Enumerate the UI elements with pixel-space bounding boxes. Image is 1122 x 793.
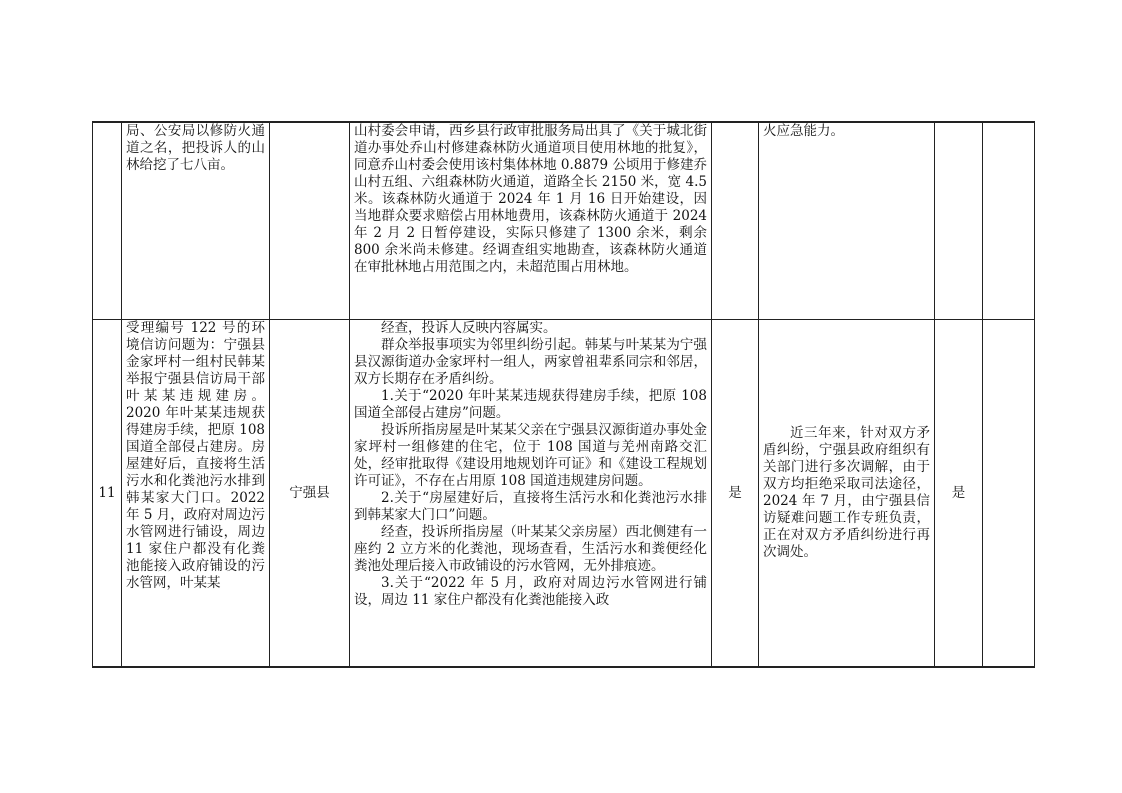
finding-paragraph: 群众举报事项实为邻里纠纷引起。韩某与叶某某为宁强县汉源街道办金家坪村一组人，两家曾祖辈系同宗和邻居，双方长期存在矛盾纠纷。 — [354, 337, 707, 387]
index-cell — [93, 122, 122, 320]
handling-cell — [759, 320, 935, 668]
verified-cell: 是 — [712, 320, 759, 668]
index-cell: 11 — [93, 320, 122, 668]
finding-cell: 山村委会申请，西乡县行政审批服务局出具了《关于城北街道办事处乔山村修建森林防火通道项目使用林地的批复》，同意乔山村委会使用该村集体林地 0.8879 公顷用于修建乔山村五组、六组森林防火通道，道路全长 2150 米，宽 4.5 米。该森林防火通道于 2024 年 1 月 16 日开始建设，因当地群众要求赔偿占用林地费用，该森林防火通道于 2024 年 2 月 2 日暂停建设，实际只修建了 1300 余米，剩余 800 余米尚未修建。经调查组实地勘查，该森林防火通道在审批林地占用范围之内，未超范围占用林地。 — [350, 122, 712, 320]
case-table — [92, 121, 1035, 668]
table-row — [93, 122, 1035, 320]
issue-cell: 受理编号 122 号的环境信访问题为：宁强县金家坪村一组村民韩某举报宁强县信访局干部叶某某违规建房。2020 年叶某某违规获得建房手续，把原 108 国道全部侵占建房。房屋建好后，直接将生活污水和化粪池污水排到韩某家大门口。2022 年 5 月，政府对周边污水管网进行铺设，周边 11 家住户都没有化粪池能接入政府铺设的污水管网，叶某某 — [122, 320, 270, 668]
extra-cell — [983, 122, 1035, 320]
table-row — [93, 320, 1035, 668]
handling-text: 近三年来，针对双方矛盾纠纷，宁强县政府组织有关部门进行多次调解，由于双方均拒绝采取司法途径，2024 年 7 月，由宁强县信访疑难问题工作专班负责，正在对双方矛盾纠纷进行再次调处。 — [763, 425, 930, 560]
finding-paragraph: 投诉所指房屋是叶某某父亲在宁强县汉源街道办事处金家坪村一组修建的住宅，位于 108 国道与羌州南路交汇处，经审批取得《建设用地规划许可证》和《建设工程规划许可证》，不存在占用原 108 国道违规建房问题。 — [354, 422, 707, 489]
finding-paragraph: 经查，投诉所指房屋（叶某某父亲房屋）西北侧建有一座约 2 立方米的化粪池，现场查看，生活污水和粪便经化粪池处理后接入市政铺设的污水管网，无外排痕迹。 — [354, 524, 707, 574]
finding-paragraph: 1.关于“2020 年叶某某违规获得建房手续，把原 108 国道全部侵占建房”问题。 — [354, 388, 707, 421]
closed-cell — [935, 122, 983, 320]
finding-paragraph: 2.关于“房屋建好后，直接将生活污水和化粪池污水排到韩某家大门口”问题。 — [354, 490, 707, 523]
handling-cell: 火应急能力。 — [759, 122, 935, 320]
verified-cell — [712, 122, 759, 320]
closed-cell: 是 — [935, 320, 983, 668]
region-cell — [270, 122, 350, 320]
region-cell: 宁强县 — [270, 320, 350, 668]
finding-paragraph: 3.关于“2022 年 5 月，政府对周边污水管网进行铺设，周边 11 家住户都没有化粪池能接入政 — [354, 575, 707, 608]
finding-paragraph: 经查，投诉人反映内容属实。 — [381, 320, 557, 336]
issue-cell: 局、公安局以修防火通道之名，把投诉人的山林给挖了七八亩。 — [122, 122, 270, 320]
finding-cell — [350, 320, 712, 668]
extra-cell — [983, 320, 1035, 668]
